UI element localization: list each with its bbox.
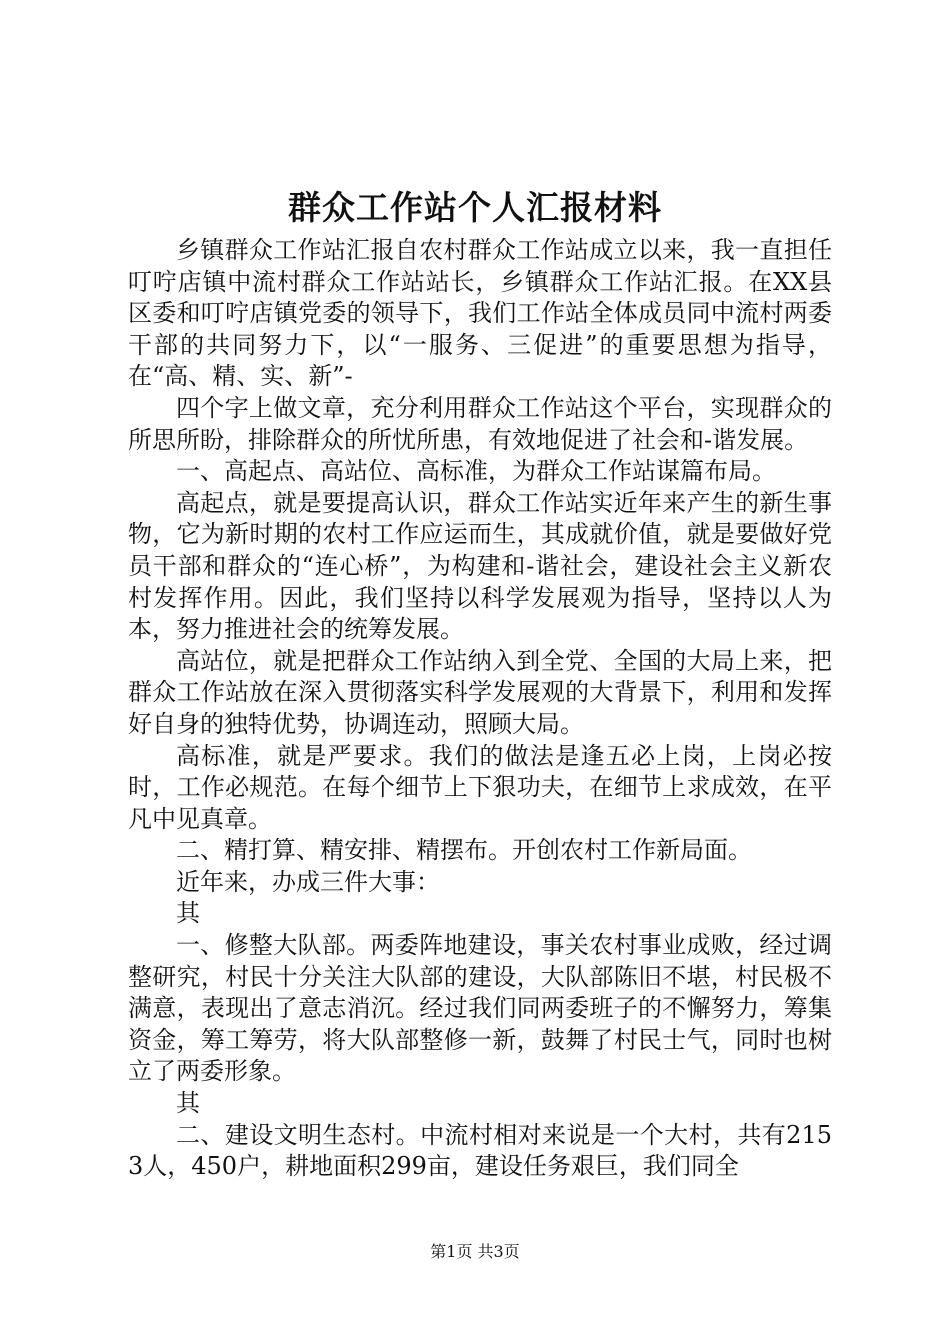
document-body: [128, 235, 832, 1183]
paragraph: 一、修整大队部。两委阵地建设，事关农村事业成败，经过调整研究，村民十分关注大队部的建设，大队部陈旧不堪，村民极不满意，表现出了意志消沉。经过我们同两委班子的不懈努力，筹集资金，筹工筹劳，将大队部整修一新，鼓舞了村民士气，同时也树立了两委形象。: [128, 931, 832, 1086]
page-footer: 第1页 共3页: [430, 1242, 520, 1261]
paragraph: 近年来，办成三件大事：: [176, 867, 440, 896]
paragraph: 高标准，就是严要求。我们的做法是逢五必上岗，上岗必按时，工作必规范。在每个细节上下狠功夫，在细节上求成效，在平凡中见真章。: [128, 741, 832, 833]
section-heading: 二、精打算、精安排、精摆布。开创农村工作新局面。: [176, 836, 752, 865]
paragraph: 二、建设文明生态村。中流村相对来说是一个大村，共有2153人，450户，耕地面积299亩，建设任务艰巨，我们同全: [128, 1120, 832, 1181]
paragraph: 其: [176, 899, 200, 928]
paragraph: 其: [176, 1089, 200, 1118]
paragraph: 乡镇群众工作站汇报自农村群众工作站成立以来，我一直担任叮咛店镇中流村群众工作站站长，乡镇群众工作站汇报。在XX县区委和叮咛店镇党委的领导下，我们工作站全体成员同中流村两委干部的共同努力下，以“一服务、三促进”的重要思想为指导，在“高、精、实、新”-: [128, 236, 832, 391]
paragraph: 四个字上做文章，充分利用群众工作站这个平台，实现群众的所思所盼，排除群众的所忧所患，有效地促进了社会和-谐发展。: [128, 393, 832, 454]
paragraph: 高起点，就是要提高认识，群众工作站实近年来产生的新生事物，它为新时期的农村工作应运而生，其成就价值，就是要做好党员干部和群众的“连心桥”，为构建和-谐社会，建设社会主义新农村发挥作用。因此，我们坚持以科学发展观为指导，坚持以人为本，努力推进社会的统筹发展。: [128, 488, 832, 644]
section-heading: 一、高起点、高站位、高标准，为群众工作站谋篇布局。: [176, 457, 776, 486]
paragraph: 高站位，就是把群众工作站纳入到全党、全国的大局上来，把群众工作站放在深入贯彻落实科学发展观的大背景下，利用和发挥好自身的独特优势，协调连动，照顾大局。: [128, 646, 832, 738]
document-title: 群众工作站个人汇报材料: [288, 188, 662, 227]
